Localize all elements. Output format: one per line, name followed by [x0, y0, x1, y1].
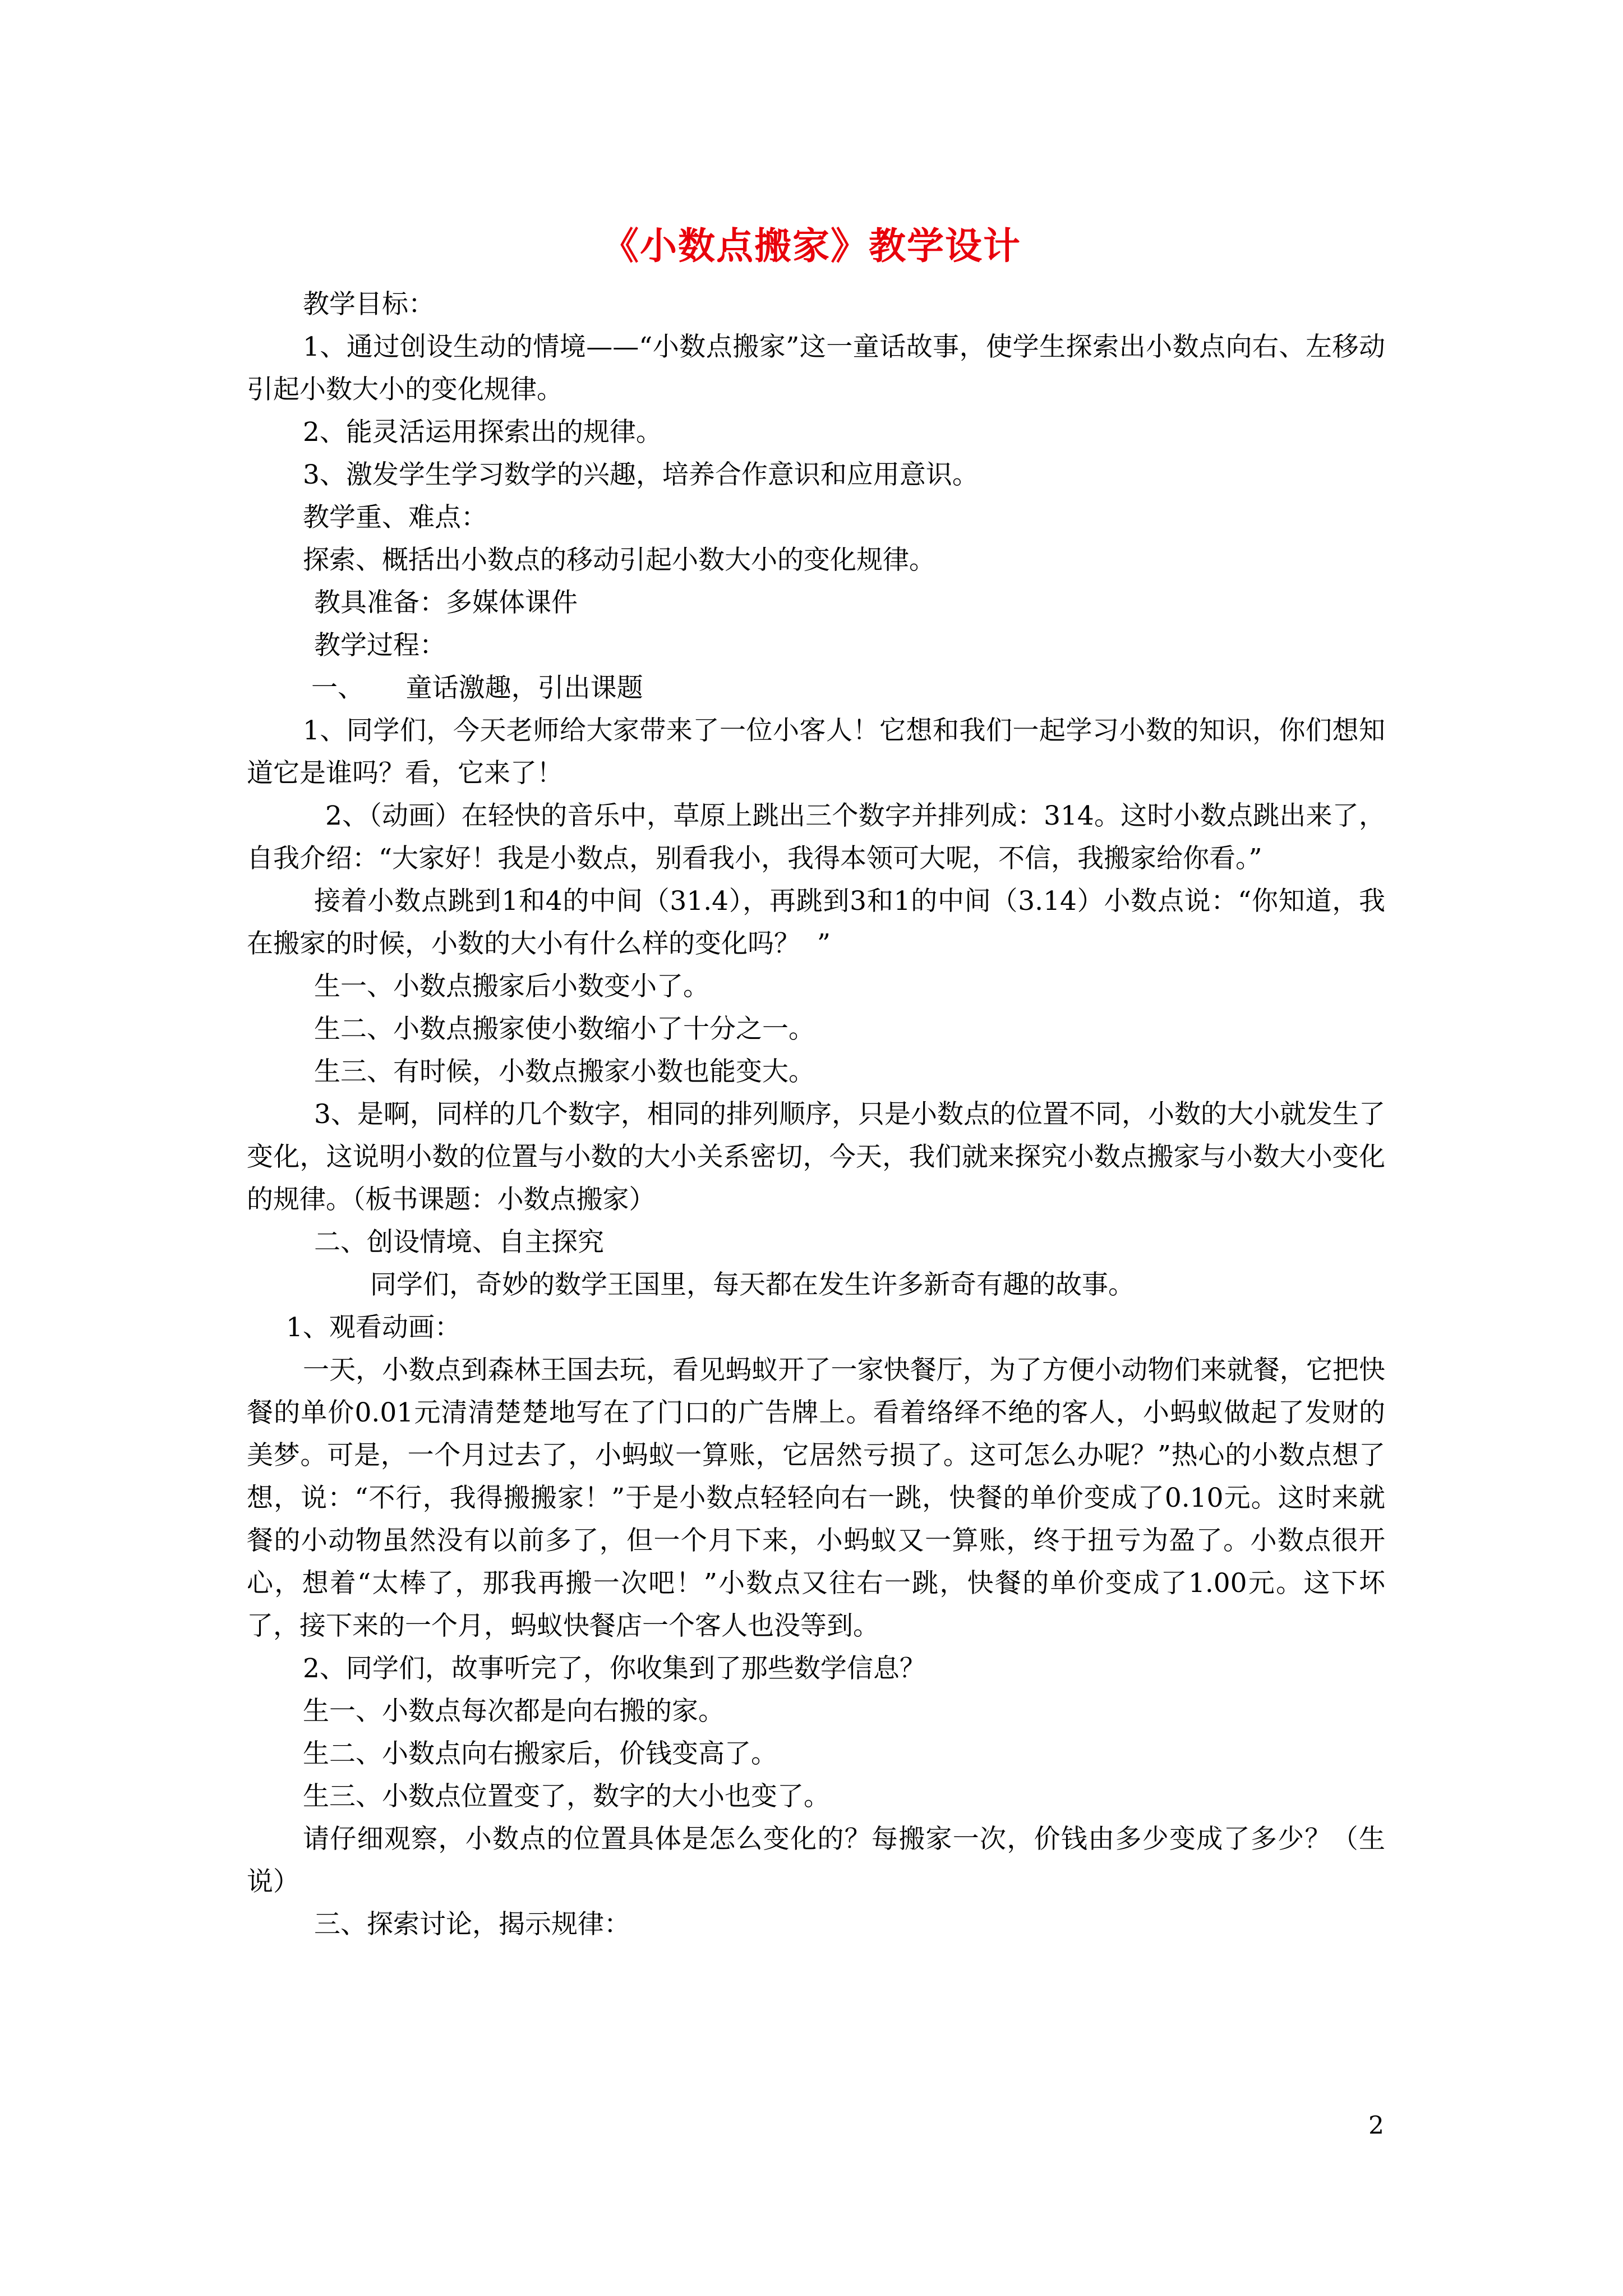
paragraph: 生三、有时候，小数点搬家小数也能变大。 — [314, 1056, 815, 1087]
paragraph: 教学过程： — [314, 630, 446, 661]
paragraph: 生二、小数点搬家使小数缩小了十分之一。 — [314, 1014, 815, 1045]
paragraph: 2、（动画）在轻快的音乐中，草原上跳出三个数字并排列成：314。这时小数点跳出来了，自我介绍：“大家好！我是小数点，别看我小，我得本领可大呢，不信，我搬家给你看。” — [247, 800, 1385, 874]
paragraph: 2、同学们，故事听完了，你收集到了那些数学信息？ — [303, 1653, 926, 1684]
document-title: 《小数点搬家》教学设计 — [602, 224, 1021, 268]
paragraph: 接着小数点跳到1和4的中间（31.4），再跳到3和1的中间（3.14）小数点说：“你知道，我在搬家的时候，小数的大小有什么样的变化吗？ ” — [247, 886, 1385, 959]
document-body — [247, 283, 1385, 1946]
paragraph: 三、探索讨论，揭示规律： — [314, 1909, 630, 1940]
paragraph: 生一、小数点每次都是向右搬的家。 — [303, 1696, 725, 1727]
paragraph: 1、通过创设生动的情境——“小数点搬家”这一童话故事，使学生探索出小数点向右、左移动引起小数大小的变化规律。 — [247, 332, 1385, 405]
paragraph: 生一、小数点搬家后小数变小了。 — [314, 971, 709, 1002]
paragraph: 请仔细观察，小数点的位置具体是怎么变化的？每搬家一次，价钱由多少变成了多少？（生说） — [247, 1824, 1385, 1897]
paragraph: 3、是啊，同样的几个数字，相同的排列顺序，只是小数点的位置不同，小数的大小就发生了变化，这说明小数的位置与小数的大小关系密切，今天，我们就来探究小数点搬家与小数大小变化的规律。（板书课题：小数点搬家） — [247, 1099, 1385, 1215]
paragraph: 生二、小数点向右搬家后，价钱变高了。 — [303, 1738, 777, 1769]
paragraph: 生三、小数点位置变了，数字的大小也变了。 — [303, 1781, 830, 1812]
paragraph: 1、同学们，今天老师给大家带来了一位小客人！它想和我们一起学习小数的知识，你们想知道它是谁吗？看，它来了！ — [247, 715, 1385, 789]
paragraph: 二、创设情境、自主探究 — [314, 1227, 604, 1258]
paragraph: 3、激发学生学习数学的兴趣，培养合作意识和应用意识。 — [303, 459, 979, 490]
paragraph: 教学重、难点： — [303, 502, 487, 533]
paragraph: 同学们，奇妙的数学王国里，每天都在发生许多新奇有趣的故事。 — [370, 1269, 1135, 1300]
paragraph: 一、 童话激趣，引出课题 — [303, 673, 643, 703]
paragraph: 1、观看动画： — [286, 1312, 461, 1343]
paragraph: 2、能灵活运用探索出的规律。 — [303, 417, 662, 448]
page-number: 2 — [1368, 2111, 1384, 2140]
paragraph: 探索、概括出小数点的移动引起小数大小的变化规律。 — [303, 545, 935, 576]
paragraph: 教学目标： — [303, 289, 435, 320]
paragraph: 教具准备：多媒体课件 — [314, 587, 578, 618]
paragraph: 一天，小数点到森林王国去玩，看见蚂蚁开了一家快餐厅，为了方便小动物们来就餐，它把快餐的单价0.01元清清楚楚地写在了门口的广告牌上。看着络绎不绝的客人，小蚂蚁做起了发财的美梦。可是，一个月过去了，小蚂蚁一算账，它居然亏损了。这可怎么办呢？”热心的小数点想了想，说：“不行，我得搬搬家！”于是小数点轻轻向右一跳，快餐的单价变成了0.10元。这时来就餐的小动物虽然没有以前多了，但一个月下来，小蚂蚁又一算账，终于扭亏为盈了。小数点很开心，想着“太棒了，那我再搬一次吧！”小数点又往右一跳，快餐的单价变成了1.00元。这下坏了，接下来的一个月，蚂蚁快餐店一个客人也没等到。 — [247, 1355, 1385, 1641]
